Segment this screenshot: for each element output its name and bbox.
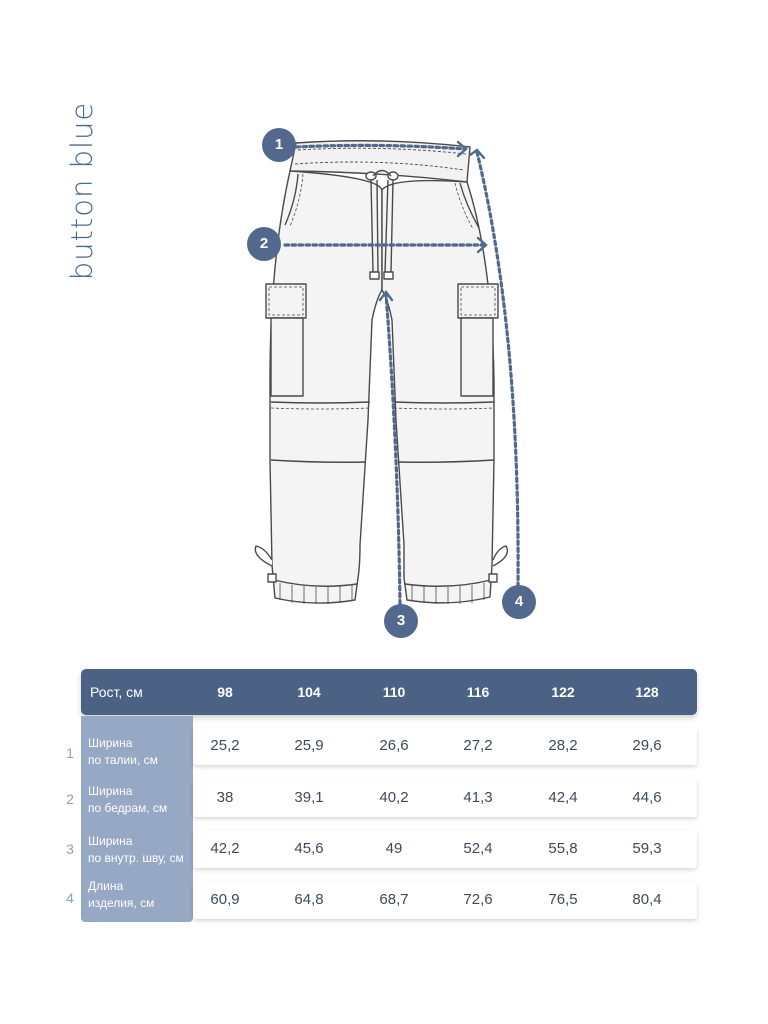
size-header: 104 — [297, 684, 321, 700]
table-cell: 40,2 — [379, 789, 409, 806]
row-label-line: Ширина — [88, 736, 133, 750]
table-row — [193, 779, 697, 817]
table-cell: 26,6 — [379, 737, 409, 754]
row-label — [88, 878, 154, 912]
table-cell: 42,2 — [210, 840, 240, 857]
table-cell: 39,1 — [294, 789, 324, 806]
marker-4-label: 4 — [514, 593, 524, 610]
row-number: 2 — [66, 791, 74, 807]
table-row — [193, 727, 697, 765]
size-header: 128 — [635, 684, 659, 700]
row-label — [88, 833, 184, 867]
table-cell: 68,7 — [379, 891, 409, 908]
height-column-header: Рост, см — [90, 684, 143, 700]
brand-name: button blue — [65, 101, 99, 281]
marker-2-label: 2 — [259, 235, 269, 252]
size-header: 116 — [466, 684, 490, 700]
row-label-line: Длина — [88, 879, 124, 893]
table-cell: 29,6 — [632, 737, 662, 754]
table-cell: 76,5 — [548, 891, 578, 908]
table-cell: 45,6 — [294, 840, 324, 857]
row-label-line: изделия, см — [88, 896, 155, 910]
row-label — [88, 783, 167, 817]
table-cell: 55,8 — [548, 840, 578, 857]
table-cell: 42,4 — [548, 789, 578, 806]
table-cell: 72,6 — [463, 891, 493, 908]
table-cell: 27,2 — [463, 737, 493, 754]
marker-3-label: 3 — [396, 612, 406, 629]
table-cell: 41,3 — [463, 789, 493, 806]
table-row — [193, 881, 697, 919]
table-cell: 59,3 — [632, 840, 662, 857]
row-label-line: Ширина — [88, 784, 133, 798]
pants-outline — [255, 141, 507, 604]
row-label-line: Ширина — [88, 834, 133, 848]
size-header: 122 — [551, 684, 575, 700]
row-label — [88, 735, 158, 769]
row-number: 4 — [66, 890, 74, 906]
table-cell: 25,2 — [210, 737, 240, 754]
table-cell: 38 — [216, 789, 234, 806]
row-label-column — [81, 716, 193, 922]
row-label-line: по талии, см — [88, 753, 158, 767]
marker-1-label: 1 — [274, 136, 284, 153]
size-header: 98 — [217, 684, 233, 700]
table-cell: 64,8 — [294, 891, 324, 908]
table-header — [81, 669, 697, 715]
table-cell: 44,6 — [632, 789, 662, 806]
size-header: 110 — [382, 684, 406, 700]
row-label-line: по внутр. шву, см — [88, 851, 184, 865]
row-number: 3 — [66, 841, 74, 857]
table-cell: 52,4 — [463, 840, 493, 857]
table-row — [193, 830, 697, 868]
row-label-line: по бедрам, см — [88, 801, 168, 815]
row-number: 1 — [66, 745, 74, 761]
table-cell: 49 — [385, 840, 403, 857]
table-cell: 25,9 — [294, 737, 324, 754]
table-cell: 60,9 — [210, 891, 240, 908]
table-cell: 80,4 — [632, 891, 662, 908]
table-cell: 28,2 — [548, 737, 578, 754]
